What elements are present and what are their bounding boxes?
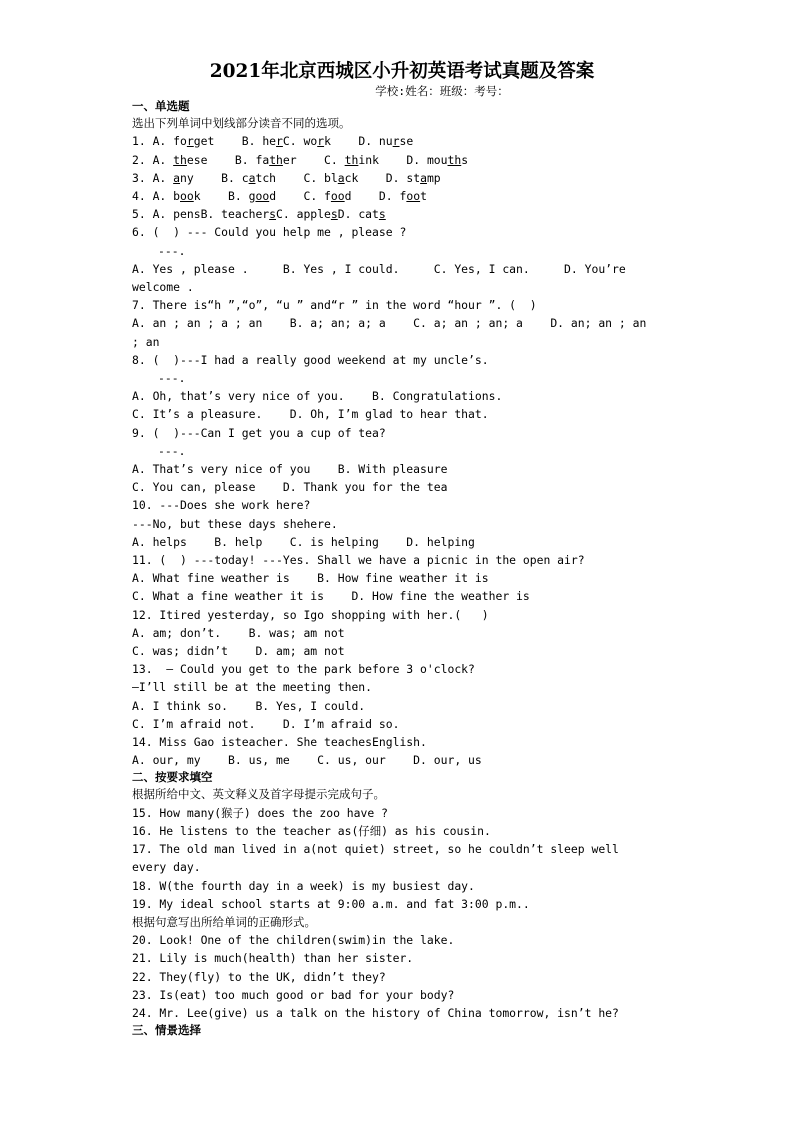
question-17-cont: every day. [132,860,201,875]
question-12-options-cd: C. was; didn’t D. am; am not [132,643,345,658]
instruction-pronunciation: 选出下列单词中划线部分读音不同的选项。 [132,116,351,130]
question-4: 4. A. book B. good C. food D. foot [132,188,427,203]
question-12: 12. Itired yesterday, so Igo shopping with her.( ) [132,607,489,622]
question-2: 2. A. these B. father C. think D. mouths [132,152,469,167]
question-14-options: A. our, my B. us, me C. us, our D. our, us [132,753,482,768]
question-7: 7. There is“h ”,“o”, “u ” and“r ” in the word “hour ”. ( ) [132,298,537,313]
question-6-reply: ---. [158,243,186,258]
question-15: 15. How many(猴子) does the zoo have ? [132,805,388,820]
question-8-options-cd: C. It’s a pleasure. D. Oh, I’m glad to hear that. [132,407,489,422]
question-7-options-cont: ; an [132,334,160,349]
question-3: 3. A. any B. catch C. black D. stamp [132,170,441,185]
question-9: 9. ( )---Can I get you a cup of tea? [132,425,386,440]
question-10-reply: ---No, but these days shehere. [132,516,338,531]
question-6-options-cont: welcome . [132,279,194,294]
question-9-options-cd: C. You can, please D. Thank you for the tea [132,480,448,495]
question-24: 24. Mr. Lee(give) us a talk on the history of China tomorrow, isn’t he? [132,1006,619,1021]
question-12-options-ab: A. am; don’t. B. was; am not [132,625,345,640]
question-6-options: A. Yes , please . B. Yes , I could. C. Yes, I can. D. You’re [132,261,626,276]
question-18: 18. W(the fourth day in a week) is my busiest day. [132,878,475,893]
page-title: 2021年北京西城区小升初英语考试真题及答案 [209,61,595,82]
question-17: 17. The old man lived in a(not quiet) street, so he couldn’t sleep well [132,842,619,857]
section-heading-fill-blanks: 二、按要求填空 [132,770,213,785]
question-11: 11. ( ) ---today! ---Yes. Shall we have a picnic in the open air? [132,552,585,567]
question-9-reply: ---. [158,443,186,458]
question-16: 16. He listens to the teacher as(仔细) as his cousin. [132,823,491,838]
question-11-options-cd: C. What a fine weather it is D. How fine the weather is [132,589,530,604]
question-7-options: A. an ; an ; a ; an B. a; an; a; a C. a; an ; an; a D. an; an ; an [132,316,647,331]
question-23: 23. Is(eat) too much good or bad for your body? [132,987,455,1002]
question-14: 14. Miss Gao isteacher. She teachesEnglish. [132,735,427,749]
question-13-options-cd: C. I’m afraid not. D. I’m afraid so. [132,716,400,731]
question-13-reply: —I’ll still be at the meeting then. [132,680,373,695]
question-6: 6. ( ) --- Could you help me , please ? [132,225,407,240]
question-20: 20. Look! One of the children(swim)in the lake. [132,933,455,948]
question-9-options-ab: A. That’s very nice of you B. With pleasure [132,461,448,476]
exam-page [132,60,672,1038]
question-13: 13. — Could you get to the park before 3 o'clock? [132,662,475,677]
question-8-reply: ---. [158,370,186,385]
student-info-line: 学校:姓名：班级：考号： [375,84,509,98]
question-13-options-ab: A. I think so. B. Yes, I could. [132,698,366,713]
question-11-options-ab: A. What fine weather is B. How fine weather it is [132,571,489,586]
question-10: 10. ---Does she work here? [132,498,311,513]
question-10-options: A. helps B. help C. is helping D. helping [132,534,475,549]
section-heading-situational: 三、情景选择 [132,1023,201,1038]
question-5: 5. A. pensB. teachersC. applesD. cats [132,207,386,222]
question-22: 22. They(fly) to the UK, didn’t they? [132,969,386,984]
instruction-word-forms: 根据句意写出所给单词的正确形式。 [132,914,316,929]
question-21: 21. Lily is much(health) than her sister. [132,951,414,966]
question-19: 19. My ideal school starts at 9:00 a.m. and fat 3:00 p.m.. [132,896,530,911]
instruction-hints: 根据所给中文、英文释义及首字母提示完成句子。 [132,787,385,802]
section-heading-single-choice: 一、单选题 [132,99,190,113]
question-8: 8. ( )---I had a really good weekend at my uncle’s. [132,352,489,367]
question-8-options-ab: A. Oh, that’s very nice of you. B. Congratulations. [132,389,503,404]
question-1: 1. A. forget B. herC. work D. nurse [132,134,414,149]
